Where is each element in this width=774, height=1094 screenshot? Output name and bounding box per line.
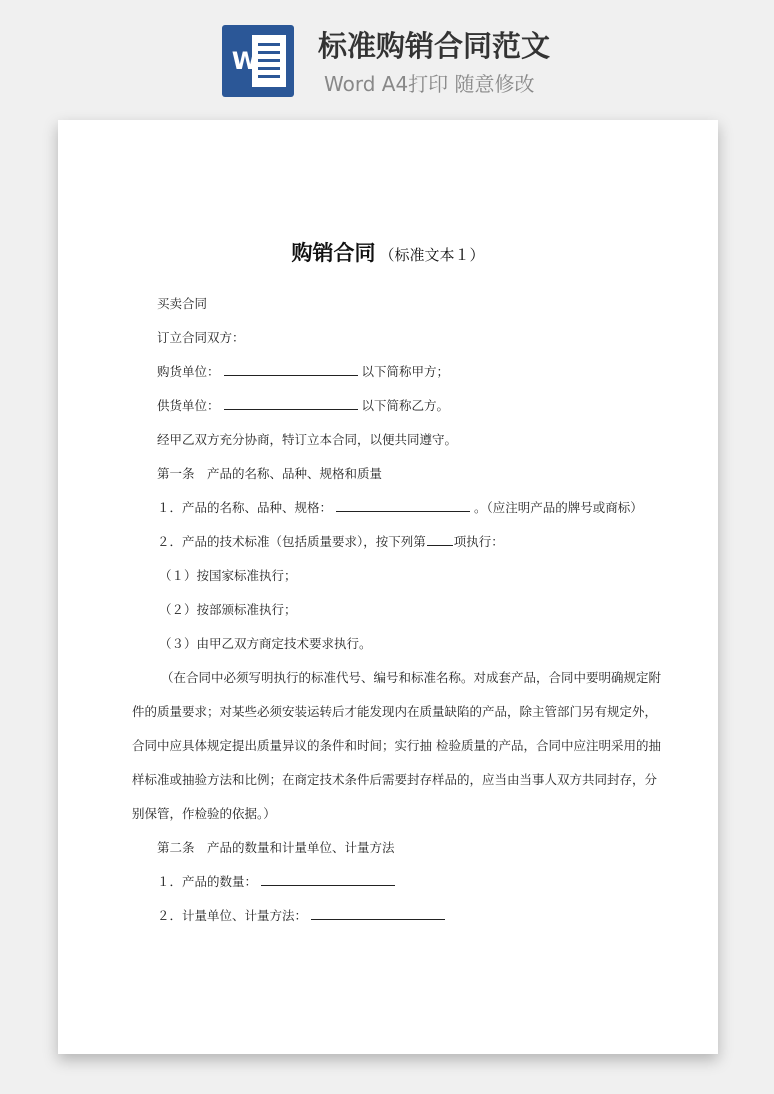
line-buyer <box>157 361 449 383</box>
option-ministry-standard: （２）按部颁标准执行； <box>159 602 297 617</box>
line-contract-type: 买卖合同 <box>157 296 208 311</box>
quantity-blank[interactable] <box>261 871 395 886</box>
paragraph-line-4: 样标准或抽验方法和比例；在商定技术条件后需要封存样品的，应当由当事人双方共同封存，分 <box>132 772 658 787</box>
article-two-heading: 第二条 产品的数量和计量单位、计量方法 <box>157 840 395 855</box>
line-quantity <box>157 871 399 893</box>
line-agreement: 经甲乙双方充分协商，特订立本合同，以便共同遵守。 <box>157 432 458 447</box>
word-badge-letter: W <box>231 47 259 75</box>
document-page <box>58 120 718 1054</box>
buyer-alias: 以下简称甲方； <box>361 364 450 379</box>
technical-standard-label: ２．产品的技术标准（包括质量要求），按下列第 <box>157 534 426 549</box>
line-parties: 订立合同双方： <box>157 330 245 345</box>
line-technical-standard <box>157 531 504 553</box>
paragraph-line-2: 件的质量要求；对某些必须安装运转后才能发现内在质量缺陷的产品，除主管部门另有规定外， <box>132 704 658 719</box>
paragraph-line-3: 合同中应具体规定提出质量异议的条件和时间；实行抽 检验质量的产品，合同中应注明采用的抽 <box>132 738 661 753</box>
header-title: 标准购销合同范文 <box>318 29 551 63</box>
line-measurement <box>157 905 449 927</box>
product-name-note: 。（应注明产品的牌号或商标） <box>474 500 643 515</box>
product-name-blank[interactable] <box>336 497 470 512</box>
seller-label: 供货单位： <box>157 398 220 413</box>
seller-alias: 以下简称乙方。 <box>361 398 450 413</box>
header-subtitle: Word A4打印 随意修改 <box>324 72 535 96</box>
buyer-blank[interactable] <box>224 361 358 376</box>
option-negotiated-standard: （３）由甲乙双方商定技术要求执行。 <box>159 636 372 651</box>
product-name-label: １．产品的名称、品种、规格： <box>157 500 333 515</box>
paragraph-line-5: 别保管，作检验的依据。） <box>132 806 276 821</box>
article-one-heading: 第一条 产品的名称、品种、规格和质量 <box>157 466 383 481</box>
measurement-label: ２．计量单位、计量方法： <box>157 908 308 923</box>
seller-blank[interactable] <box>224 395 358 410</box>
document-title-suffix: （标准文本１） <box>379 246 485 264</box>
option-national-standard: （１）按国家标准执行； <box>159 568 297 583</box>
technical-standard-blank[interactable] <box>427 531 453 546</box>
header-banner <box>0 0 774 118</box>
paragraph-line-1: （在合同中必须写明执行的标准代号、编号和标准名称。对成套产品，合同中要明确规定附 <box>161 670 662 685</box>
line-product-name <box>157 497 643 519</box>
line-seller <box>157 395 449 417</box>
word-icon <box>222 25 294 97</box>
technical-standard-suffix: 项执行： <box>453 534 504 549</box>
document-title-main: 购销合同 <box>291 241 376 265</box>
quantity-label: １．产品的数量： <box>157 874 258 889</box>
document-title <box>58 237 718 267</box>
buyer-label: 购货单位： <box>157 364 220 379</box>
measurement-blank[interactable] <box>311 905 445 920</box>
